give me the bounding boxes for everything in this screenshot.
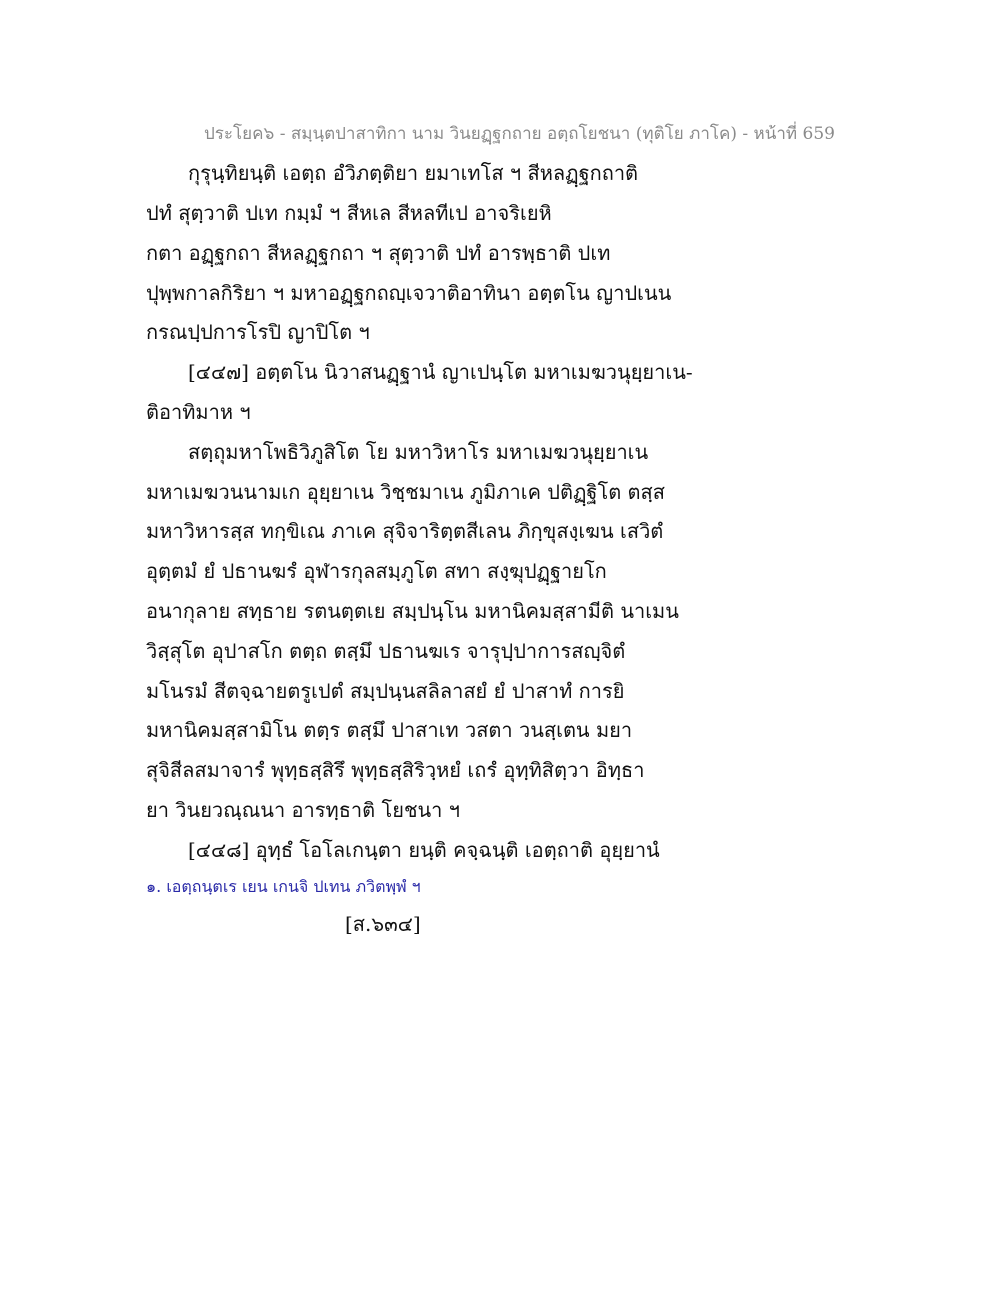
body-line-1: กุรุนฺทิยนฺติ เอตฺถ อํวิภตฺติยา ยมาเทโส ฯ สีหลฏฺฐกถาติ: [188, 161, 639, 185]
body-line-4: ปุพฺพกาลกิริยา ฯ มหาอฏฺฐกถญฺเจวาติอาทินา อตฺตโน ญาปเนน: [146, 281, 672, 305]
body-line-3: กตา อฏฺฐกถา สีหลฏฺฐกถา ฯ สุตฺวาติ ปทํ อารพฺธาติ ปเท: [146, 241, 611, 265]
body-line-10: มหาวิหารสฺส ทกฺขิเณ ภาเค สุจิจาริตฺตสีเลน ภิกฺขุสงฺเฆน เสวิตํ: [146, 519, 664, 543]
body-line-18: [๔๔๘] อุทฺธํ โอโลเกนฺตา ยนฺติ คจฺฉนฺติ เอตฺถาติ อุยฺยานํ: [188, 838, 660, 862]
body-line-17: ยา วินยวณฺณนา อารทฺธาติ โยชนา ฯ: [146, 798, 461, 822]
body-line-7: ติอาทิมาห ฯ: [146, 400, 251, 424]
body-line-2: ปทํ สุตฺวาติ ปเท กมฺมํ ฯ สีหเล สีหลทีเป อาจริเยหิ: [146, 201, 552, 225]
body-line-16: สุจิสีลสมาจารํ พุทฺธสฺสิรึ พุทฺธสฺสิริวฺหยํ เถรํ อุทฺทิสิตฺวา อิทฺธา: [146, 758, 645, 782]
body-line-6: [๔๔๗] อตฺตโน นิวาสนฏฺฐานํ ญาเปนฺโต มหาเมฆวนุยฺยาเน-: [188, 360, 693, 384]
body-line-8: สตฺถุมหาโพธิวิภูสิโต โย มหาวิหาโร มหาเมฆวนุยฺยาเน: [188, 440, 649, 464]
body-line-11: อุตฺตมํ ยํ ปธานฆรํ อุฬารกุลสมฺภูโต สทา สงฺฆุปฏฺฐายโก: [146, 559, 607, 583]
page-mark: [ส.๖๓๔]: [345, 912, 421, 936]
body-line-13: วิสฺสุโต อุปาสโก ตตฺถ ตสฺมึ ปธานฆเร จารุปฺปาการสญฺจิตํ: [146, 639, 626, 663]
body-line-15: มหานิคมสฺสามิโน ตตฺร ตสฺมึ ปาสาเท วสตา วนสฺเตน มยา: [146, 718, 633, 742]
page-header: ประโยค๖ - สมฺนฺตปาสาทิกา นาม วินยฏฺฐกถาย อตฺถโยชนา (ทุติโย ภาโค) - หน้าที่ 659: [204, 124, 835, 144]
body-line-5: กรณปฺปการโรปิ ญาปิโต ฯ: [146, 320, 370, 344]
body-line-9: มหาเมฆวนนามเก อุยฺยาเน วิชฺชมาเน ภูมิภาเค ปติฏฺฐิโต ตสฺส: [146, 480, 665, 504]
body-line-12: อนากุลาย สทฺธาย รตนตฺตเย สมฺปนฺโน มหานิคมสฺสามีติ นาเมน: [146, 599, 679, 623]
body-line-14: มโนรมํ สีตจฺฉายตรูเปตํ สมฺปนฺนสลิลาสยํ ยํ ปาสาทํ การยิ: [146, 679, 625, 703]
footnote: ๑. เอตฺถนฺตเร เยน เกนจิ ปเทน ภวิตพฺพํ ฯ: [146, 877, 421, 896]
